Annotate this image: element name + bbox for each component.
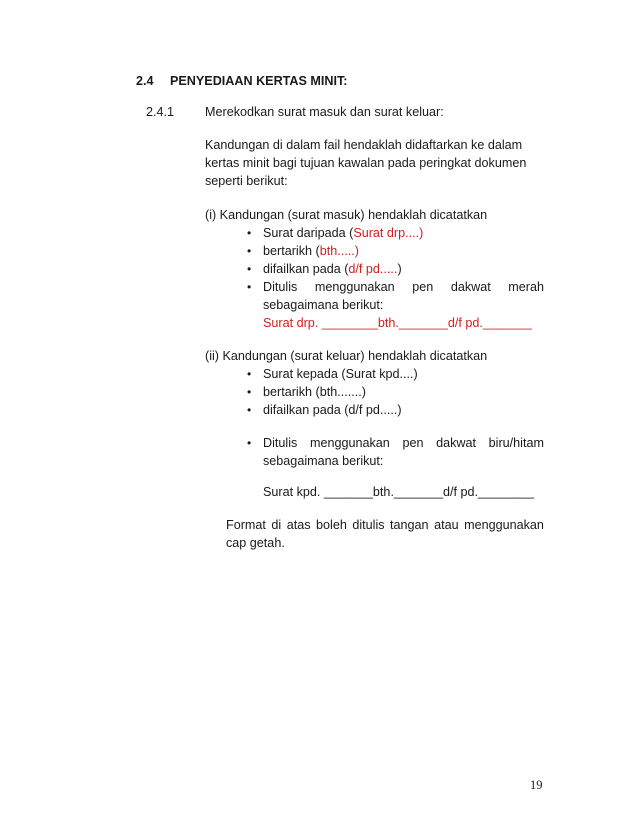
intro-line-2: kertas minit bagi tujuan kawalan pada peringkat dokumen: [205, 156, 527, 170]
word: biru/hitam: [488, 436, 544, 450]
part-ii-heading: (ii) Kandungan (surat keluar) hendaklah dicatatkan: [205, 349, 488, 363]
bullet-icon: •: [247, 436, 252, 450]
word: atas: [286, 518, 311, 532]
closing-line-2: cap getah.: [226, 536, 285, 550]
part-ii-bullet-4-line-2: sebagaimana berikut:: [263, 454, 384, 468]
word: ditulis: [352, 518, 385, 532]
word: boleh: [316, 518, 347, 532]
word: pen: [412, 280, 434, 294]
part-i-bullet-3-red: d/f pd.....: [348, 262, 398, 276]
part-i-heading: (i) Kandungan (surat masuk) hendaklah dicatatkan: [205, 208, 488, 222]
bullet-icon: •: [247, 403, 252, 417]
subsection-number: 2.4.1: [146, 105, 175, 119]
part-ii-bullet-4-line-1: [263, 436, 544, 450]
part-i-bullet-4-line-1: [263, 280, 544, 294]
word: di: [271, 518, 282, 532]
intro-line-1: Kandungan di dalam fail hendaklah didaftarkan ke dalam: [205, 138, 523, 152]
bullet-icon: •: [247, 367, 252, 381]
intro-line-3: seperti berikut:: [205, 174, 288, 188]
section-title: PENYEDIAAN KERTAS MINIT:: [170, 74, 348, 88]
word: tangan: [390, 518, 429, 532]
word: menggunakan: [314, 280, 395, 294]
word: menggunakan: [464, 518, 544, 532]
bullet-icon: •: [247, 244, 252, 258]
part-ii-bullet-2: bertarikh (bth.......): [263, 385, 366, 399]
word: dakwat: [450, 280, 491, 294]
part-i-bullet-3: [263, 262, 402, 276]
bullet-icon: •: [247, 262, 252, 276]
part-i-format-line: Surat drp. ________bth._______d/f pd._______: [263, 316, 532, 330]
word: Ditulis: [263, 436, 298, 450]
bullet-icon: •: [247, 280, 252, 294]
word: Ditulis: [263, 280, 298, 294]
part-i-bullet-2: [263, 244, 359, 258]
part-i-bullet-2-red: bth.....): [319, 244, 359, 258]
part-i-bullet-1-label: Surat daripada (: [263, 226, 354, 240]
part-i-bullet-4-line-2: sebagaimana berikut:: [263, 298, 384, 312]
bullet-icon: •: [247, 385, 252, 399]
part-i-bullet-2-label: bertarikh (: [263, 244, 320, 258]
bullet-icon: •: [247, 226, 252, 240]
word: dakwat: [436, 436, 477, 450]
word: atau: [434, 518, 459, 532]
word: Format: [226, 518, 266, 532]
part-i-bullet-1-red: Surat drp....): [353, 226, 424, 240]
part-ii-bullet-1: Surat kepada (Surat kpd....): [263, 367, 418, 381]
section-number: 2.4: [136, 74, 154, 88]
page-number: 19: [530, 778, 543, 792]
word: menggunakan: [309, 436, 390, 450]
part-i-bullet-3-label: difailkan pada (: [263, 262, 349, 276]
part-ii-format-line: Surat kpd. _______bth._______d/f pd.________: [263, 485, 535, 499]
subsection-title: Merekodkan surat masuk dan surat keluar:: [205, 105, 444, 119]
part-i-bullet-3-end: ): [397, 262, 402, 276]
word: pen: [402, 436, 424, 450]
closing-line-1: [226, 518, 544, 532]
part-i-bullet-1: [263, 226, 423, 240]
word: merah: [508, 280, 544, 294]
part-ii-bullet-3: difailkan pada (d/f pd.....): [263, 403, 402, 417]
